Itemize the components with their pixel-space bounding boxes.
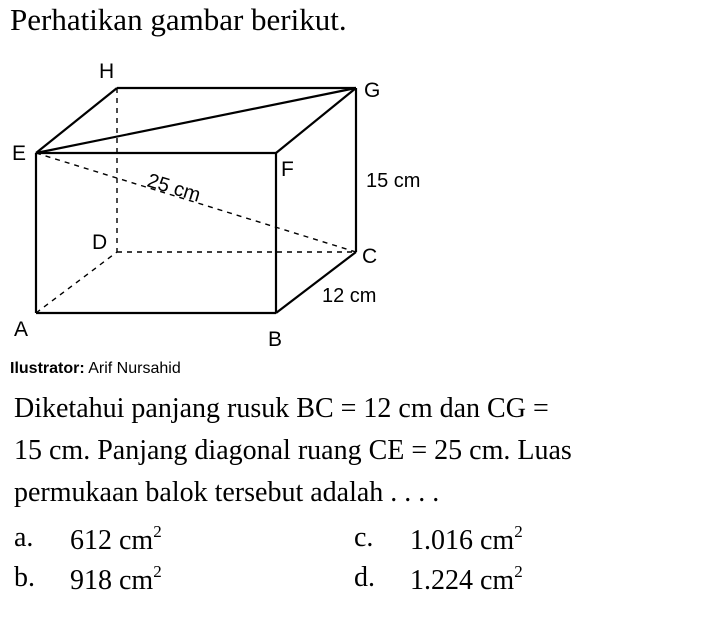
credit-name: Arif Nursahid: [88, 360, 181, 377]
edge-fg: [276, 88, 356, 153]
vertex-label-b: B: [268, 328, 283, 351]
option-b-letter: b.: [14, 562, 35, 593]
option-a-value: 612 $cm^2$: [70, 522, 162, 556]
dimension-height-label: 15 cm: [366, 170, 421, 192]
dimension-width-label: 12 cm: [322, 285, 377, 307]
option-d-letter: d.: [354, 562, 375, 593]
vertex-label-c: C: [362, 245, 378, 268]
option-c-value: 1.016 $cm^2$: [410, 522, 523, 556]
option-b-value: 918 $cm^2$: [70, 562, 162, 596]
problem-line-3: permukaan balok tersebut adalah . . . .: [14, 477, 440, 508]
cuboid-figure: [0, 50, 460, 360]
vertex-label-a: A: [14, 318, 29, 341]
credit-label: Ilustrator:: [10, 360, 85, 377]
vertex-label-g: G: [364, 79, 381, 102]
option-a-letter: a.: [14, 522, 34, 553]
vertex-label-h: H: [99, 60, 115, 83]
illustrator-credit: [10, 360, 181, 378]
problem-line-1: Diketahui panjang rusuk BC = 12 cm dan CG =: [14, 393, 549, 424]
edge-eh: [36, 88, 117, 153]
hidden-edge-ad: [36, 252, 117, 313]
option-c-letter: c.: [354, 522, 374, 553]
vertex-label-f: F: [281, 158, 294, 181]
option-d-value: 1.224 $cm^2$: [410, 562, 523, 596]
face-diagonal-eg: [36, 88, 356, 153]
intro-text: Perhatikan gambar berikut.: [10, 2, 347, 37]
problem-line-2: 15 cm. Panjang diagonal ruang CE = 25 cm. Luas: [14, 435, 572, 466]
vertex-label-e: E: [12, 142, 27, 165]
vertex-label-d: D: [92, 231, 108, 254]
dimension-diagonal-label: 25 cm: [144, 169, 204, 207]
